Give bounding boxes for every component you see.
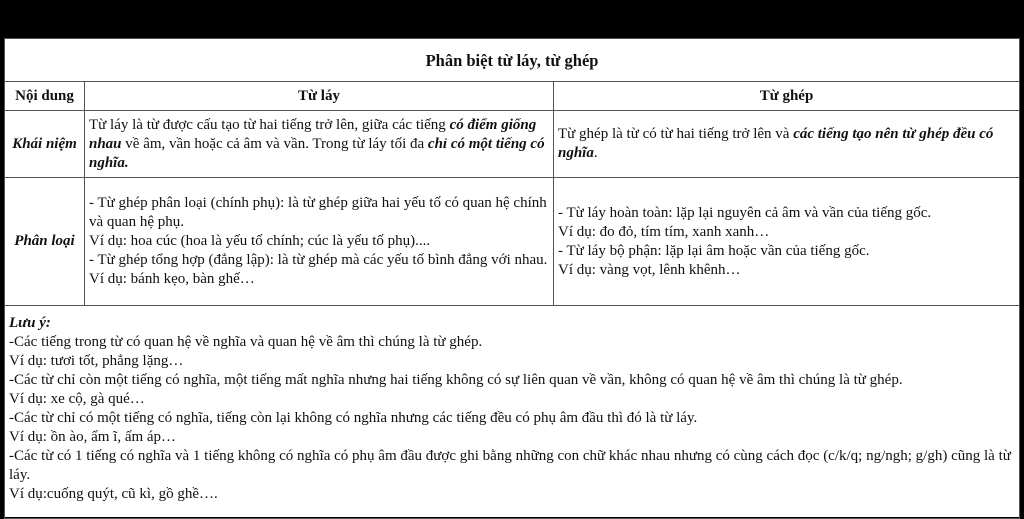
note-line: Ví dụ: ồn ào, ẩm ĩ, ấm áp…	[9, 429, 177, 445]
header-row	[5, 82, 1020, 111]
note-line: -Các từ chỉ có một tiếng có nghĩa, tiếng còn lại không có nghĩa nhưng các tiếng đều có phụ âm đầu thì đó là từ láy.	[9, 410, 698, 426]
classification-compound-line: - Từ láy bộ phận: lặp lại âm hoặc vần của tiếng gốc.	[558, 242, 870, 259]
header-content: Nội dung	[5, 82, 85, 111]
note-line: -Các tiếng trong từ có quan hệ về nghĩa và quan hệ về âm thì chúng là từ ghép.	[9, 334, 483, 350]
document-sheet	[4, 38, 1020, 517]
classification-reduplicative-line: Ví dụ: hoa cúc (hoa là yếu tố chính; cúc là yếu tố phụ)....	[89, 233, 431, 249]
concept-label: Khái niệm	[5, 111, 85, 178]
concept-compound-text-1: Từ ghép là từ có từ hai tiếng trở lên và	[558, 126, 794, 142]
concept-reduplicative-text-1: Từ láy là từ được cấu tạo từ hai tiếng trở lên, giữa các tiếng	[89, 116, 450, 133]
classification-label: Phân loại	[5, 178, 85, 306]
concept-reduplicative-emphasis-1: có điểm giống nhau	[89, 116, 537, 152]
classification-row	[5, 178, 1020, 306]
concept-reduplicative-cell	[85, 111, 554, 178]
concept-reduplicative-text-2: về âm, vần hoặc cả âm và vần. Trong từ láy tối đa	[121, 135, 428, 152]
note-cell	[5, 306, 1020, 519]
concept-compound-emphasis: các tiếng tạo nên từ ghép đều có nghĩa	[558, 126, 994, 161]
note-row	[5, 306, 1020, 519]
table-title: Phân biệt từ láy, từ ghép	[5, 39, 1020, 82]
concept-compound-text-2: .	[593, 145, 598, 161]
note-line: -Các từ chỉ còn một tiếng có nghĩa, một tiếng mất nghĩa nhưng hai tiếng không có sự liên quan về vần, không có quan hệ về âm thì chúng là từ ghép.	[9, 372, 903, 388]
note-title: Lưu ý:	[9, 315, 51, 331]
classification-reduplicative-line: - Từ ghép tổng hợp (đẳng lập): là từ ghép mà các yếu tố bình đẳng với nhau.	[89, 252, 548, 268]
classification-compound-line: - Từ láy hoàn toàn: lặp lại nguyên cả âm và vần của tiếng gốc.	[558, 204, 932, 221]
classification-reduplicative-line: - Từ ghép phân loại (chính phụ): là từ ghép giữa hai yếu tố có quan hệ chính và quan hệ phụ.	[89, 195, 547, 230]
note-line: Ví dụ: tươi tốt, phẳng lặng…	[9, 353, 184, 369]
note-line: Ví dụ:cuống quýt, cũ kì, gồ ghề….	[9, 486, 218, 502]
classification-compound-line: Ví dụ: đo đỏ, tím tím, xanh xanh…	[558, 223, 770, 240]
concept-row	[5, 111, 1020, 178]
note-line: -Các từ có 1 tiếng có nghĩa và 1 tiếng không có nghĩa có phụ âm đầu được ghi bằng những con chữ khác nhau nhưng có cùng cách đọc (c/k/q; ng/ngh; g/gh) cũng là từ láy.	[9, 448, 1011, 483]
header-compound: Từ ghép	[554, 82, 1020, 111]
concept-reduplicative-emphasis-2: chỉ có một tiếng có nghĩa.	[89, 135, 545, 171]
classification-compound-cell	[554, 178, 1020, 306]
header-reduplicative: Từ láy	[85, 82, 554, 111]
concept-compound-cell	[554, 111, 1020, 178]
title-row	[5, 39, 1020, 82]
classification-reduplicative-line: Ví dụ: bánh kẹo, bàn ghế…	[89, 271, 255, 287]
note-line: Ví dụ: xe cộ, gà qué…	[9, 391, 145, 407]
classification-compound-line: Ví dụ: vàng vọt, lênh khênh…	[558, 261, 741, 278]
comparison-table	[4, 38, 1020, 519]
classification-reduplicative-cell	[85, 178, 554, 306]
